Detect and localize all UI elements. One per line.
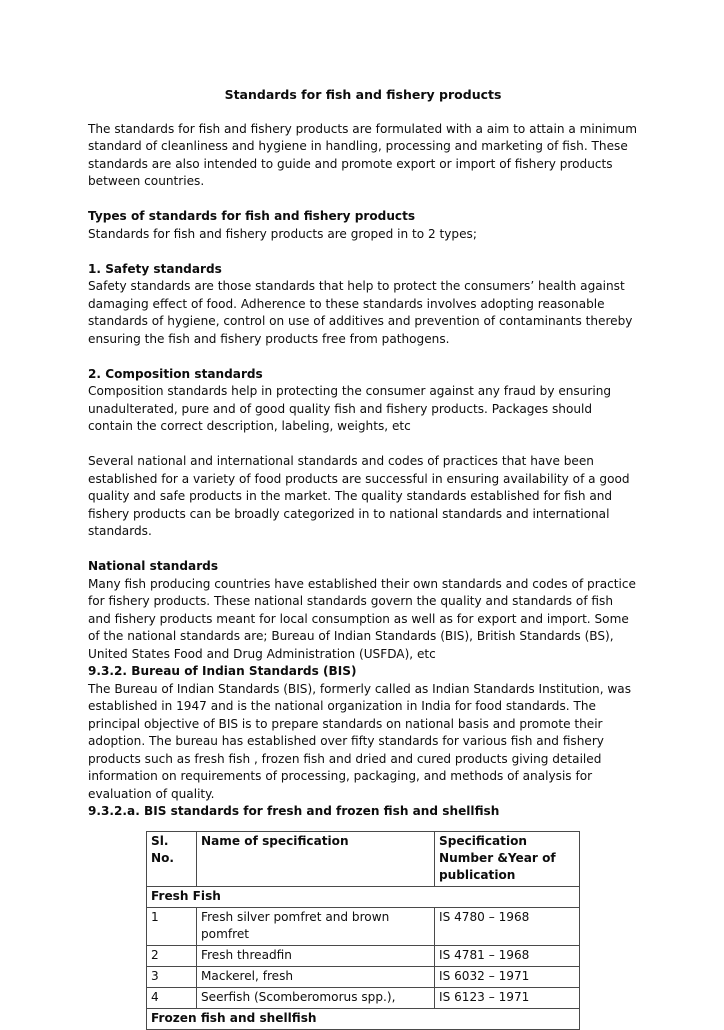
types-heading: Types of standards for fish and fishery products xyxy=(88,209,416,223)
cell-spec: IS 6032 – 1971 xyxy=(435,966,580,987)
cell-spec: IS 4781 – 1968 xyxy=(435,945,580,966)
section-types xyxy=(88,208,638,243)
bis-standards-table xyxy=(146,831,580,1030)
section-several xyxy=(88,453,638,541)
section-national xyxy=(88,558,638,821)
table-row xyxy=(147,987,580,1008)
cell-spec: IS 4780 – 1968 xyxy=(435,907,580,945)
group-label-fresh-fish: Fresh Fish xyxy=(147,886,580,907)
several-paragraph: Several national and international standards and codes of practices that have been established for a variety of food products are successful in ensuring availability of a good quality and safe products in the market. The quality standards established for fish and fishery products can be broadly categorized in to national standards and international standards. xyxy=(88,454,630,538)
national-heading: National standards xyxy=(88,559,219,573)
safety-body: Safety standards are those standards that help to protect the consumers’ health against damaging effect of food. Adherence to these standards involves adopting reasonable standards of hygiene, control on use of additives and prevention of contaminants thereby ensuring the fish and fishery products free from pathogens. xyxy=(88,279,633,346)
header-specification-number: Specification Number &Year of publication xyxy=(435,831,580,886)
group-row-frozen-fish xyxy=(147,1008,580,1029)
table-row xyxy=(147,907,580,945)
table-header-row xyxy=(147,831,580,886)
composition-body: Composition standards help in protecting the consumer against any fraud by ensuring unadulterated, pure and of good quality fish and fishery products. Packages should contain the correct description, labeling, weights, etc xyxy=(88,384,612,433)
cell-sl-no: 1 xyxy=(147,907,197,945)
cell-name: Fresh threadfin xyxy=(197,945,435,966)
composition-heading: 2. Composition standards xyxy=(88,366,263,381)
cell-name: Mackerel, fresh xyxy=(197,966,435,987)
intro-paragraph: The standards for fish and fishery products are formulated with a aim to attain a minimum standard of cleanliness and hygiene in handling, processing and marketing of fish. These standards are also intended to guide and promote export or import of fishery products between countries. xyxy=(88,121,637,188)
section-safety xyxy=(88,261,638,349)
safety-heading: 1. Safety standards xyxy=(88,261,222,276)
group-row-fresh-fish xyxy=(147,886,580,907)
cell-sl-no: 2 xyxy=(147,945,197,966)
header-sl-no: Sl. No. xyxy=(147,831,197,886)
bis-body: The Bureau of Indian Standards (BIS), formerly called as Indian Standards Institution, was established in 1947 and is the national organization in India for food standards. The principal objective of BIS is to prepare standards on national basis and promote their adoption. The bureau has established over fifty standards for various fish and fishery products such as fresh fish , frozen fish and dried and cured products giving detailed information on requirements of processing, packaging, and methods of analysis for evaluation of quality. xyxy=(88,681,632,801)
national-body: Many fish producing countries have established their own standards and codes of practice for fishery products. These national standards govern the quality and standards of fish and fishery products meant for local consumption as well as for export and import. Some of the national standards are; Bureau of Indian Standards (BIS), British Standards (BS), United States Food and Drug Administration (USFDA), etc xyxy=(88,576,636,661)
bis-heading: 9.3.2. Bureau of Indian Standards (BIS) xyxy=(88,664,357,678)
cell-sl-no: 3 xyxy=(147,966,197,987)
cell-sl-no: 4 xyxy=(147,987,197,1008)
bis-sub-heading: 9.3.2.a. BIS standards for fresh and frozen fish and shellfish xyxy=(88,804,500,818)
page-title: Standards for fish and fishery products xyxy=(224,87,502,102)
cell-spec: IS 6123 – 1971 xyxy=(435,987,580,1008)
table-row xyxy=(147,966,580,987)
group-label-frozen-fish: Frozen fish and shellfish xyxy=(147,1008,580,1029)
cell-name: Seerfish (Scomberomorus spp.), xyxy=(197,987,435,1008)
header-name-of-specification: Name of specification xyxy=(197,831,435,886)
table-row xyxy=(147,945,580,966)
cell-name: Fresh silver pomfret and brown pomfret xyxy=(197,907,435,945)
section-composition xyxy=(88,366,638,436)
types-body: Standards for fish and fishery products are groped in to 2 types; xyxy=(88,226,477,241)
